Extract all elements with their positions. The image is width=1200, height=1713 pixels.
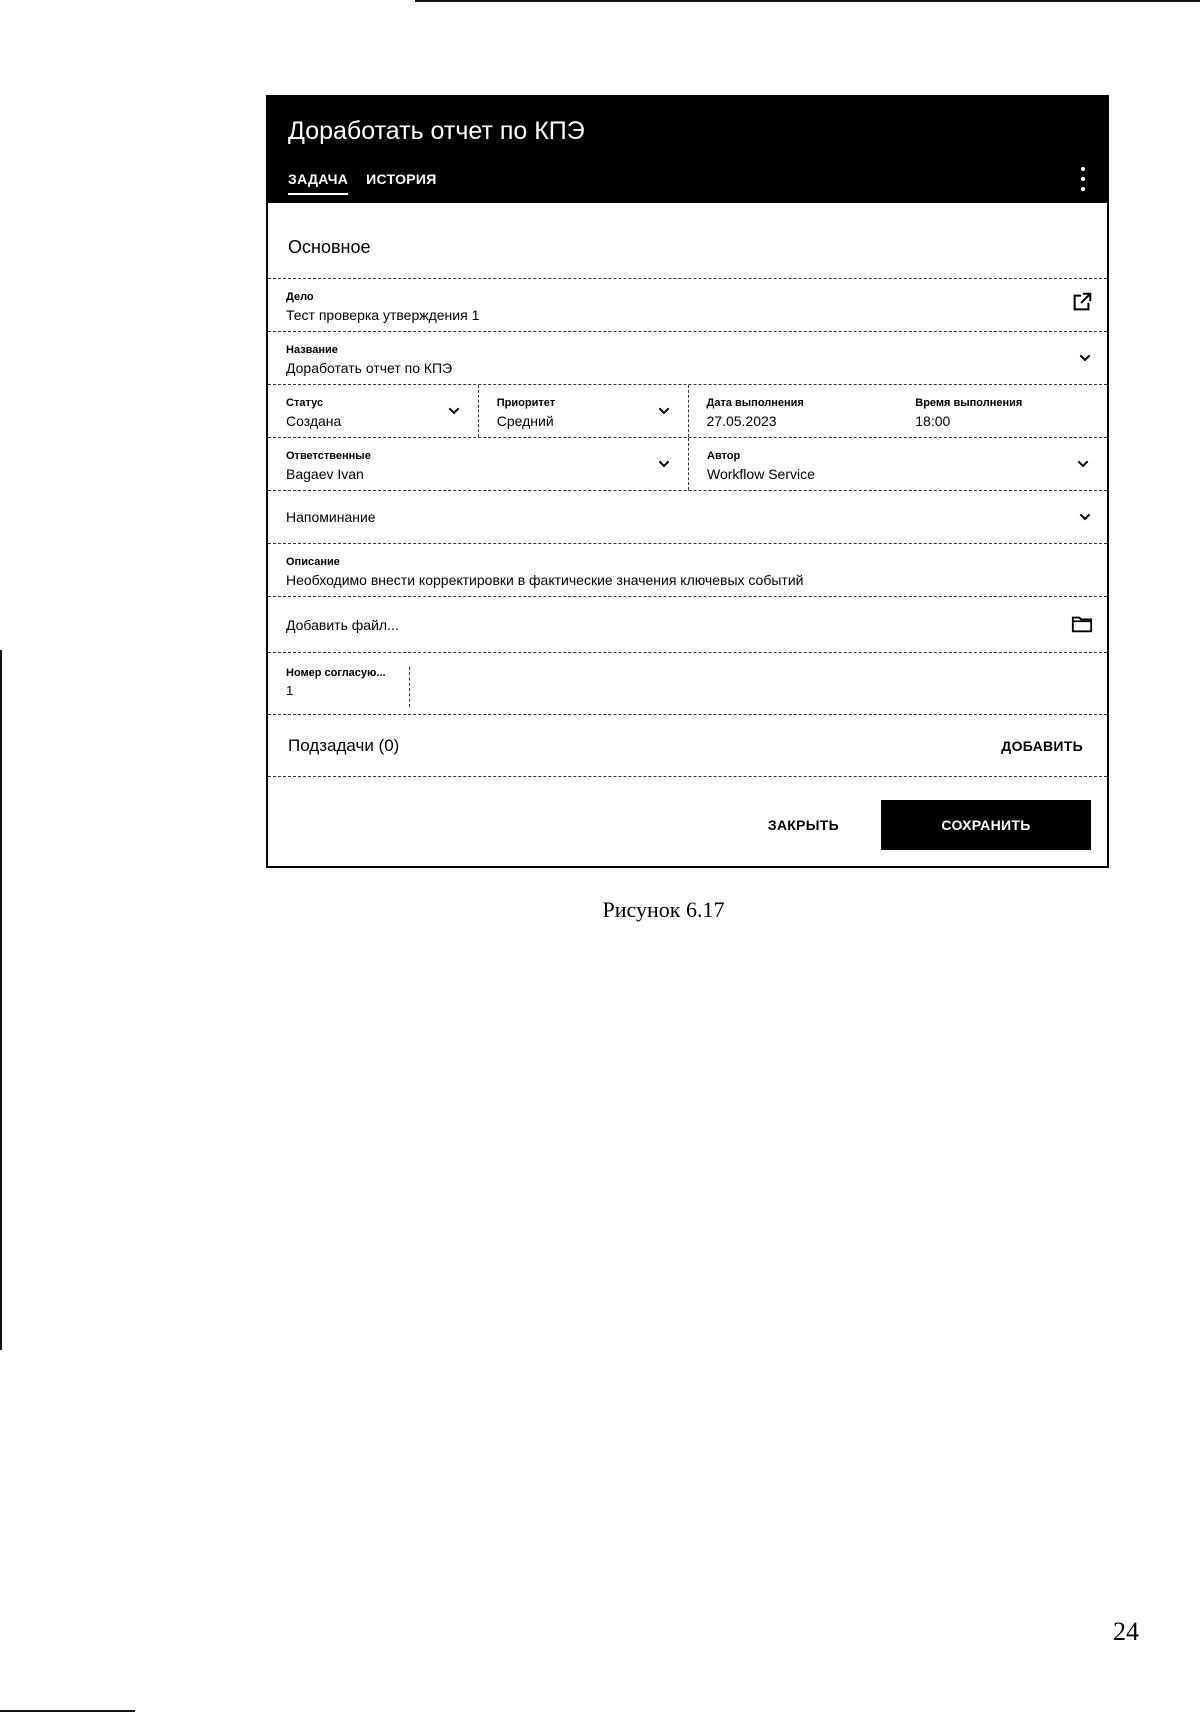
add-subtask-button[interactable]: ДОБАВИТЬ (1001, 737, 1083, 754)
status-value: Создана (286, 413, 342, 429)
attach-file-row[interactable] (268, 597, 1107, 653)
dialog-title: Доработать отчет по КПЭ (288, 117, 585, 145)
priority-label: Приоритет (496, 397, 556, 409)
subtasks-title: Подзадачи (0) (288, 735, 400, 755)
section-title: Основное (268, 203, 1107, 279)
people-row (268, 438, 1107, 491)
chevron-down-icon[interactable] (446, 403, 462, 419)
assignees-field[interactable] (268, 438, 688, 490)
case-value: Тест проверка утверждения 1 (286, 307, 480, 323)
due-time-value: 18:00 (915, 413, 951, 429)
page-left-rule (0, 650, 2, 1350)
approval-number-field[interactable] (286, 667, 410, 707)
folder-icon[interactable] (1071, 613, 1093, 635)
approval-number-label: Номер согласую... (286, 667, 386, 679)
tab-bar (288, 171, 437, 195)
priority-field[interactable] (478, 385, 688, 437)
open-external-icon[interactable] (1071, 291, 1093, 313)
task-dialog (266, 95, 1109, 868)
due-date-value: 27.05.2023 (706, 413, 777, 429)
page-number: 24 (1113, 1617, 1139, 1646)
approval-number-value: 1 (286, 683, 294, 698)
description-field[interactable] (268, 544, 1107, 597)
subtasks-row (268, 715, 1107, 777)
dialog-actions (768, 800, 1091, 850)
status-label: Статус (286, 397, 324, 409)
close-button[interactable]: ЗАКРЫТЬ (767, 817, 839, 833)
figure-caption: Рисунок 6.17 (602, 897, 725, 922)
chevron-down-icon[interactable] (1075, 456, 1091, 472)
author-value: Workflow Service (707, 466, 815, 482)
name-value: Доработать отчет по КПЭ (286, 360, 453, 376)
assignees-label: Ответственные (286, 450, 371, 462)
due-time-field[interactable] (897, 385, 1107, 437)
chevron-down-icon[interactable] (656, 456, 672, 472)
tab-history[interactable]: ИСТОРИЯ (366, 171, 437, 187)
tab-task[interactable]: ЗАДАЧА (288, 171, 348, 195)
due-date-label: Дата выполнения (706, 397, 804, 409)
author-label: Автор (707, 450, 741, 462)
dialog-body (268, 203, 1107, 777)
reminder-label: Напоминание (286, 509, 376, 525)
page-bottom-rule (0, 1710, 135, 1712)
due-time-label: Время выполнения (915, 397, 1023, 409)
save-button[interactable]: СОХРАНИТЬ (881, 800, 1091, 850)
case-label: Дело (286, 291, 314, 303)
chevron-down-icon[interactable] (1077, 350, 1093, 366)
status-field[interactable] (268, 385, 478, 437)
approval-number-row (268, 653, 1107, 715)
author-field[interactable] (688, 438, 1107, 490)
more-vertical-icon[interactable] (1077, 167, 1089, 191)
status-row (268, 385, 1107, 438)
chevron-down-icon[interactable] (1077, 509, 1093, 525)
attach-file-label: Добавить файл... (286, 616, 399, 633)
assignees-value: Bagaev Ivan (286, 466, 364, 482)
case-field[interactable] (268, 279, 1107, 332)
name-field[interactable] (268, 332, 1107, 385)
priority-value: Средний (496, 413, 554, 429)
name-label: Название (286, 344, 338, 356)
page-top-rule (415, 0, 1200, 2)
description-value: Необходимо внести корректировки в фактические значения ключевых событий (286, 572, 804, 588)
chevron-down-icon[interactable] (656, 403, 672, 419)
dialog-header (268, 97, 1107, 203)
description-label: Описание (286, 556, 340, 568)
due-date-field[interactable] (688, 385, 898, 437)
reminder-field[interactable] (268, 491, 1107, 544)
